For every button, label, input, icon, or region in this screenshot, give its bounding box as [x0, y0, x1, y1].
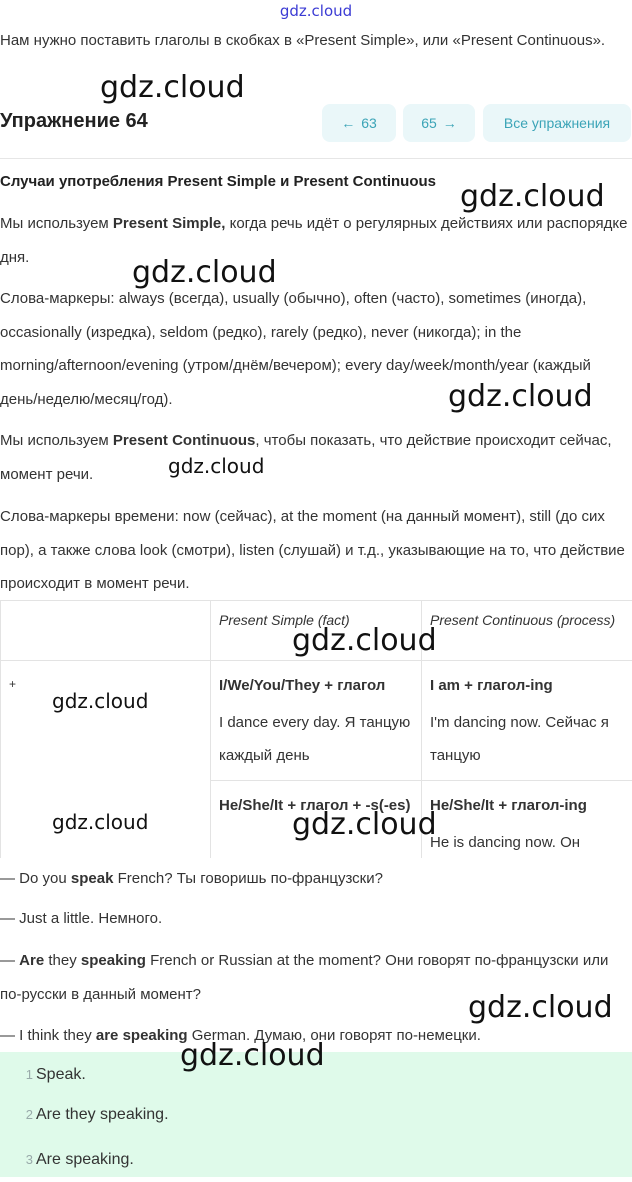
- answer-number: 3: [0, 1152, 33, 1167]
- table-cell: [422, 781, 632, 859]
- site-logo[interactable]: gdz.cloud: [0, 2, 632, 20]
- watermark: gdz.cloud: [292, 623, 437, 658]
- prev-exercise-button[interactable]: [322, 104, 396, 142]
- watermark: gdz.cloud: [52, 689, 148, 713]
- answers-panel: [0, 1052, 632, 1177]
- dialogue-line: [0, 902, 628, 936]
- dialogue-text: — Just a little. Немного.: [0, 910, 162, 927]
- comparison-table: [0, 600, 632, 858]
- divider: [0, 158, 632, 159]
- continuous-formula: I am + глагол-ing: [430, 669, 624, 702]
- dialogue-line: [0, 862, 628, 896]
- dialogue-text: French? Ты говоришь по-французски?: [113, 870, 383, 887]
- dialogue-text: German. Думаю, они говорят по-немецки.: [188, 1027, 481, 1044]
- continuous-example: I'm dancing now. Сейчас я танцую: [430, 706, 624, 772]
- answer-text: Are speaking.: [36, 1151, 134, 1169]
- next-exercise-label: 65: [421, 115, 437, 131]
- watermark: gdz.cloud: [52, 810, 148, 834]
- answer-number: 1: [0, 1067, 33, 1082]
- simple-usage-text: [0, 207, 628, 274]
- table-header-simple: Present Simple (fact): [211, 601, 422, 661]
- arrow-left-icon: ←: [341, 115, 355, 131]
- simple-example: I dance every day. Я танцую каждый день: [219, 706, 413, 772]
- simple-rest: когда речь идёт о регулярных действиях или распорядке дня.: [0, 215, 627, 266]
- next-exercise-button[interactable]: [403, 104, 475, 142]
- dialogue-bold: speaking: [81, 952, 146, 969]
- continuous-usage-text: [0, 424, 628, 491]
- continuous-markers-text: Слова-маркеры времени: now (сейчас), at the moment (на данный момент), still (до сих пор), а также слова look (смотри), listen (слушай) и т.д., указывающие на то, что действие происходит в момент речи.: [0, 500, 628, 601]
- dialogue-line: [0, 944, 628, 1011]
- prev-exercise-label: 63: [361, 115, 377, 131]
- simple-term: Present Simple,: [113, 215, 226, 232]
- table-header-empty: [1, 601, 211, 661]
- answer-text: Speak.: [36, 1066, 86, 1084]
- continuous-formula: He/She/It + глагол-ing: [430, 789, 624, 822]
- table-cell: [211, 781, 422, 859]
- table-header-continuous: Present Continuous (process): [422, 601, 632, 661]
- dialogue-bold: speak: [71, 870, 114, 887]
- watermark: gdz.cloud: [448, 379, 593, 414]
- simple-formula: He/She/It + глагол + -s(-es): [219, 789, 413, 822]
- dialogue-text: — Do you: [0, 870, 71, 887]
- all-exercises-label: Все упражнения: [504, 115, 610, 131]
- answer-number: 2: [0, 1107, 33, 1122]
- watermark: gdz.cloud: [180, 1038, 325, 1073]
- table-cell: [422, 661, 632, 781]
- cont-rest: , чтобы показать, что действие происходит сейчас, момент речи.: [0, 432, 612, 483]
- table-sign-cell: +: [1, 661, 211, 859]
- dialogue-text: —: [0, 952, 19, 969]
- cont-term: Present Continuous: [113, 432, 256, 449]
- dialogue-text: French or Russian at the moment? Они говорят по-французски или по-русски в данный момент?: [0, 952, 608, 1003]
- watermark: gdz.cloud: [468, 990, 613, 1025]
- cont-lead: Мы используем: [0, 432, 113, 449]
- watermark: gdz.cloud: [100, 70, 245, 105]
- table-header-row: [1, 601, 632, 661]
- continuous-example: He is dancing now. Он: [430, 826, 624, 858]
- watermark: gdz.cloud: [168, 454, 264, 478]
- dialogue-line: [0, 1019, 628, 1053]
- dialogue-bold: are speaking: [96, 1027, 188, 1044]
- answer-text: Are they speaking.: [36, 1106, 169, 1124]
- dialogue-bold: Are: [19, 952, 44, 969]
- answer-item: [0, 1092, 632, 1137]
- table-cell: [211, 661, 422, 781]
- dialogue-text: they: [44, 952, 81, 969]
- arrow-right-icon: →: [443, 115, 457, 131]
- simple-markers-text: Слова-маркеры: always (всегда), usually (обычно), often (часто), sometimes (иногда), occasionally (изредка), seldom (редко), rarely (редко), never (никогда); in the morning/afternoon/evening (утром/днём/вечером); every day/week/month/year (каждый день/неделю/месяц/год).: [0, 282, 628, 416]
- answer-item: [0, 1052, 632, 1097]
- watermark: gdz.cloud: [460, 179, 605, 214]
- intro-text: Нам нужно поставить глаголы в скобках в «Present Simple», или «Present Continuous».: [0, 24, 628, 58]
- table-row: [1, 661, 632, 781]
- dialogue-text: — I think they: [0, 1027, 96, 1044]
- simple-lead: Мы используем: [0, 215, 113, 232]
- watermark: gdz.cloud: [132, 255, 277, 290]
- simple-formula: I/We/You/They + глагол: [219, 669, 413, 702]
- exercise-title: Упражнение 64: [0, 110, 148, 133]
- theory-heading: Случаи употребления Present Simple и Present Continuous: [0, 173, 436, 190]
- answer-item: [0, 1137, 632, 1182]
- comparison-table-wrapper[interactable]: [0, 600, 632, 858]
- watermark: gdz.cloud: [292, 807, 437, 842]
- all-exercises-button[interactable]: [483, 104, 631, 142]
